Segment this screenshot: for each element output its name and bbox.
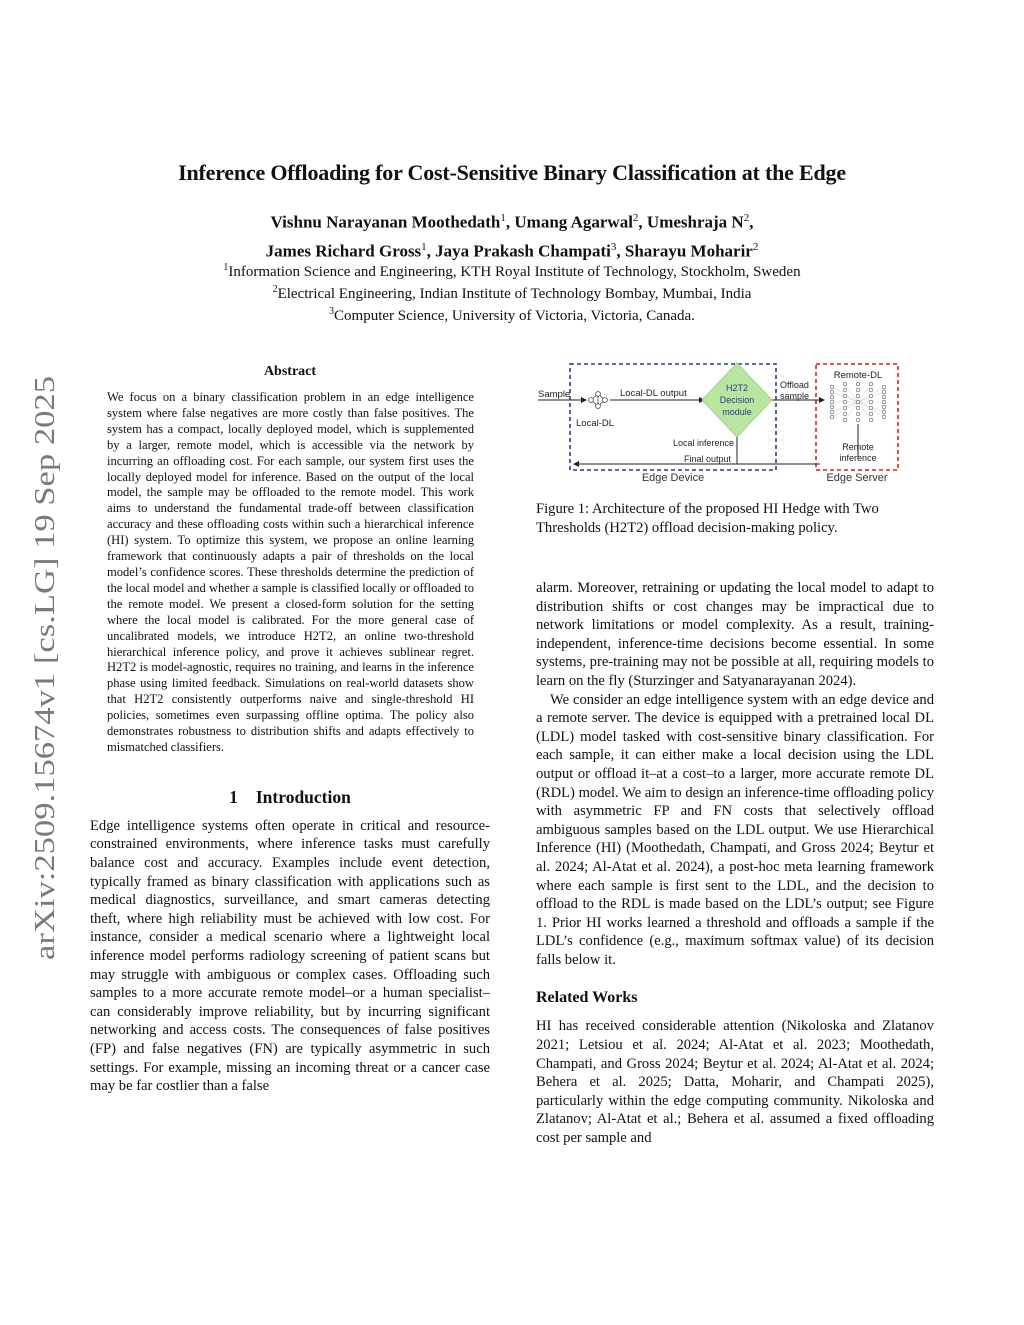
author-affil-sup: 3 bbox=[610, 240, 617, 253]
affiliations bbox=[100, 259, 924, 325]
section-heading-introduction bbox=[90, 787, 490, 808]
author-affil-sup: 2 bbox=[743, 212, 750, 224]
paper-title: Inference Offloading for Cost-Sensitive Binary Classification at the Edge bbox=[178, 160, 846, 185]
offload-label-1: Offload bbox=[780, 380, 809, 390]
paragraph: alarm. Moreover, retraining or updating the local model to adapt to distribution shifts or cost changes may be impractical due to network limitations or model complexity. As a result, training-independent, inference-time decisions become essential. In some systems, pre-training may not be possible at all, requiring models to learn on the fly (Sturzinger and Satyanarayanan 2024). bbox=[536, 580, 934, 689]
author-sep: , bbox=[749, 212, 754, 232]
local-dl-label: Local-DL bbox=[576, 418, 615, 429]
edge-server-label: Edge Server bbox=[826, 472, 888, 484]
author-sep: , bbox=[426, 241, 436, 261]
local-inference-label: Local inference bbox=[672, 438, 734, 448]
paragraph: We consider an edge intelligence system with an edge device and a remote server. The device is equipped with a pretrained local DL (LDL) model tasked with cost-sensitive binary classification. For each sample, it can either make a local decision using the LDL output or offload it–at a cost–to a larger, more accurate remote DL (RDL) model. We aim to design an inference-time offloading policy with asymmetric FP and FN costs that selectively offload ambiguous samples based on the LDL output. We use Hierarchical Inference (HI) (Moothedath, Champati, and Gross 2024; Beytur et al. 2024; Al-Atat et al. 2024), a post-hoc meta learning framework where each sample is first sent to the LDL, and the decision to offload to the RDL is made based on the LDL’s output; see Figure 1. Prior HI works learned a threshold and offloads a sample if the LDL’s confidence (e.g., maximum softmax value) of its decision falls below it. bbox=[536, 691, 934, 968]
final-output-label: Final output bbox=[684, 454, 732, 464]
author-sep: , bbox=[638, 212, 647, 232]
author-affil-sup: 2 bbox=[632, 212, 639, 224]
right-column-body bbox=[536, 579, 934, 969]
author-list bbox=[100, 206, 924, 263]
affiliation: $^3$Computer Science, University of Victoria, Victoria, Canada. bbox=[329, 306, 695, 324]
remote-dl-label: Remote-DL bbox=[833, 370, 883, 381]
remote-dl-network-icon bbox=[830, 382, 886, 422]
author-affil-sup: 1 bbox=[500, 212, 506, 224]
related-works-heading: Related Works bbox=[536, 989, 638, 1007]
affiliation: $^2$Electrical Engineering, Indian Institute of Technology Bombay, Mumbai, India bbox=[272, 284, 752, 302]
architecture-diagram bbox=[536, 360, 934, 488]
abstract-text: We focus on a binary classification problem in an edge intelligence system where false negatives are more costly than false positives. The system has a compact, locally deployed model, which is supplemented by a larger, remote model, which is accessible via the network by incurring an offloading cost. For each sample, our system first uses the locally deployed model for inference. Based on the output of the local model, the sample may be offloaded to the remote model. This work aims to understand the fundamental trade-off between classification accuracy and these offloading costs within such a hierarchical inference (HI) system. To optimize this system, we propose an online learning framework that continuously adapts a pair of thresholds on the local model’s confidence scores. These thresholds determine the prediction of the local model and whether a sample is classified locally or offloaded to the remote model. We present a closed-form solution for the setting where the local model is calibrated. For the more general case of uncalibrated models, we introduce H2T2, an online two-threshold hierarchical inference policy, and prove it achieves sublinear regret. H2T2 is model-agnostic, requires no training, and learns in the inference phase using limited feedback. Simulations on real-world datasets show that H2T2 consistently outperforms naive and single-threshold HI policies, sometimes even surpassing offline optima. The policy also demonstrates robustness to distribution shifts and adapts effectively to mismatched classifiers. bbox=[107, 390, 474, 754]
author-name: Sharayu Moharir bbox=[624, 241, 753, 261]
local-dl-output-label: Local-DL output bbox=[620, 388, 687, 399]
author-sep: , bbox=[505, 212, 515, 232]
arxiv-id: arXiv:2509.15674v1 [cs.LG] 19 Sep 2025 bbox=[30, 487, 61, 960]
author-sep: , bbox=[616, 241, 625, 261]
edge-device-label: Edge Device bbox=[641, 472, 705, 484]
related-works-text: HI has received considerable attention (Nikoloska and Zlatanov 2021; Letsiou et al. 2024; Al-Atat et al. 2023; Moothedath, Champati, and Gross 2024; Beytur et al. 2024; Al-Atat et al. 2024; Behera et al. 2025; Datta, Moharir, and Champati 2025), particularly within the edge computing community. Nikoloska and Zlatanov; Al-Atat et al.; Behera et al. assumed a fixed offloading cost per sample and bbox=[536, 1018, 934, 1147]
remote-inference-label-2: inference bbox=[839, 453, 877, 463]
author-name: Umeshraja N bbox=[646, 212, 744, 232]
section-title: Introduction bbox=[255, 786, 351, 807]
decision-label-3: module bbox=[722, 407, 752, 417]
affiliation: $^1$Information Science and Engineering, KTH Royal Institute of Technology, Stockholm, Sweden bbox=[223, 262, 801, 280]
author-affil-sup: 1 bbox=[421, 240, 427, 253]
decision-label-2: Decision bbox=[719, 395, 755, 405]
author-name: Umang Agarwal bbox=[514, 212, 633, 232]
introduction-text: Edge intelligence systems often operate in critical and resource-constrained environments, where inference tasks must carefully balance cost and accuracy. Examples include event detection, typically framed as binary classification with applications such as medical diagnostics, surveillance, and smart cameras detecting theft, where high reliability must be achieved with low cost. For instance, consider a medical scenario where a lightweight local inference model performs radiology screening of patient scans but may struggle with ambiguous or complex cases. Offloading such samples to a more accurate remote model–or a human specialist–can considerably improve reliability, but by incurring significant networking and access costs. The consequences of false positives (FP) and false negatives (FN) are typically asymmetric in such settings. For example, missing an incoming threat or a cancer case may be far costlier than a false bbox=[90, 817, 490, 1095]
section-number: 1 bbox=[229, 786, 238, 807]
author-name: Vishnu Narayanan Moothedath bbox=[270, 212, 501, 232]
figure-caption: Figure 1: Architecture of the proposed HI Hedge with Two Thresholds (H2T2) offload decision-making policy. bbox=[536, 501, 879, 536]
offload-label-2: sample bbox=[780, 391, 810, 401]
decision-label-1: H2T2 bbox=[725, 383, 749, 393]
figure-1 bbox=[536, 360, 934, 488]
abstract-heading: Abstract bbox=[263, 364, 317, 379]
left-column bbox=[90, 364, 490, 1096]
remote-inference-label-1: Remote bbox=[842, 442, 874, 452]
author-affil-sup: 2 bbox=[752, 240, 759, 253]
sample-label: Sample bbox=[538, 389, 571, 400]
right-column bbox=[536, 579, 934, 1148]
local-dl-network-icon bbox=[589, 392, 608, 409]
arxiv-sidebar bbox=[16, 372, 68, 962]
author-line-1 bbox=[100, 206, 924, 235]
author-name: James Richard Gross bbox=[265, 241, 422, 261]
author-name: Jaya Prakash Champati bbox=[435, 241, 611, 261]
